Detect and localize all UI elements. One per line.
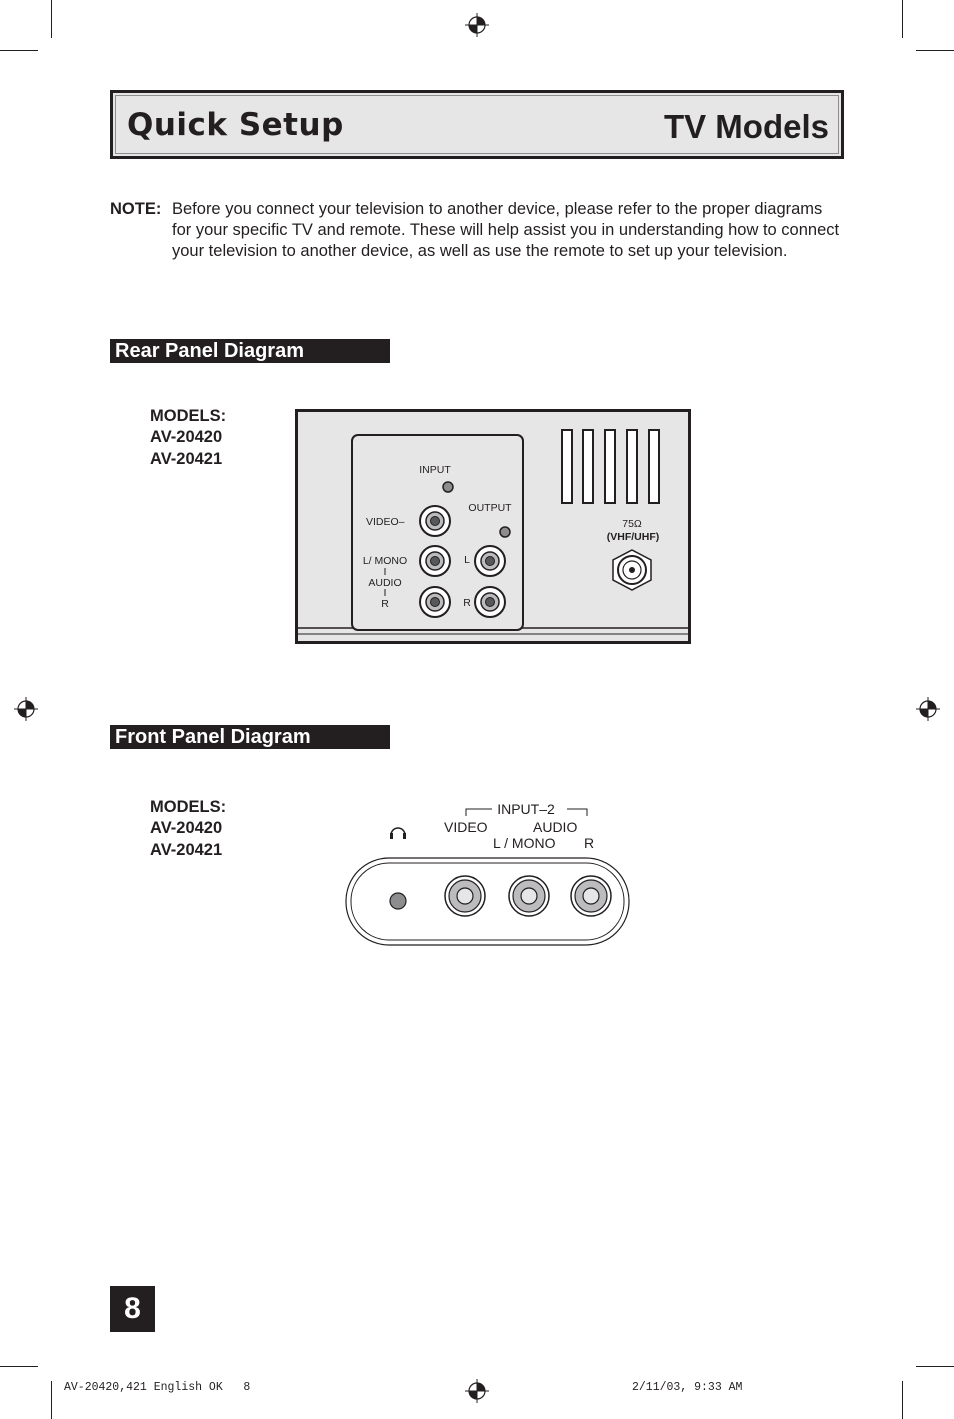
- l-mono-label: L / MONO: [493, 835, 556, 851]
- model-number: AV-20421: [150, 449, 223, 468]
- models-label: MODELS:: [150, 407, 227, 425]
- video-label: VIDEO: [444, 819, 488, 835]
- vent-slot: [627, 430, 637, 503]
- input2-bracket: [466, 809, 492, 816]
- audio-r-output-label: R: [463, 597, 471, 609]
- input2-label: INPUT–2: [497, 801, 555, 817]
- crop-mark: [0, 1366, 38, 1367]
- model-number: AV-20420: [150, 428, 223, 447]
- registration-mark-icon: [465, 1379, 489, 1403]
- video-input2-jack: [445, 876, 485, 916]
- vent-slot: [649, 430, 659, 503]
- page-header: [110, 90, 844, 159]
- setup-note: [110, 199, 845, 261]
- registration-mark-icon: [916, 697, 940, 721]
- vent-slot: [562, 430, 572, 503]
- audio-label: AUDIO: [533, 819, 578, 835]
- vent-slot: [583, 430, 593, 503]
- note-text: Before you connect your television to another device, please refer to the proper diagrams for your specific TV and remote. These will help assist you in understanding how to connect your television to another device, as well as use the remote to set up your television.: [172, 200, 840, 260]
- page-title: Quick Setup: [127, 107, 344, 143]
- crop-mark: [902, 1381, 903, 1419]
- rear-panel-heading: Rear Panel Diagram: [110, 339, 390, 363]
- input-label: INPUT: [419, 464, 451, 476]
- registration-mark-icon: [465, 13, 489, 37]
- footer-slug-left: AV-20420,421 English OK 8: [64, 1381, 251, 1394]
- front-models-list: [150, 797, 226, 861]
- audio-l-output-jack: [475, 546, 505, 576]
- headphone-jack: [390, 893, 406, 909]
- crop-mark: [916, 1366, 954, 1367]
- page-number: 8: [110, 1286, 155, 1332]
- crop-mark: [916, 50, 954, 51]
- crop-mark: [0, 50, 38, 51]
- vent-slot: [605, 430, 615, 503]
- page-subtitle: TV Models: [663, 108, 829, 145]
- model-number: AV-20420: [150, 819, 223, 838]
- vhf-uhf-label: (VHF/UHF): [606, 531, 660, 543]
- audio-label: AUDIO: [368, 577, 402, 589]
- models-label: MODELS:: [150, 798, 227, 816]
- front-panel-diagram: [340, 795, 635, 950]
- output-label: OUTPUT: [468, 502, 512, 514]
- audio-l-input-jack: [420, 546, 450, 576]
- input2-bracket: [567, 809, 587, 816]
- audio-r-output-jack: [475, 587, 505, 617]
- ohm-label: 75Ω: [622, 518, 642, 530]
- output-indicator: [500, 527, 510, 537]
- rear-panel-diagram: [295, 409, 692, 646]
- audio-l-input2-jack: [509, 876, 549, 916]
- note-label: NOTE:: [110, 200, 162, 218]
- rear-models-list: [150, 406, 226, 470]
- l-mono-label: L/ MONO: [362, 555, 408, 567]
- registration-mark-icon: [14, 697, 38, 721]
- audio-l-output-label: L: [464, 554, 470, 566]
- video-input-jack: [420, 506, 450, 536]
- front-panel-heading: Front Panel Diagram: [110, 725, 390, 749]
- audio-r-input-label: R: [381, 598, 389, 610]
- crop-mark: [51, 1381, 52, 1419]
- audio-r-input2-jack: [571, 876, 611, 916]
- audio-r-label: R: [584, 835, 595, 851]
- crop-mark: [902, 0, 903, 38]
- model-number: AV-20421: [150, 840, 223, 859]
- footer-slug-right: 2/11/03, 9:33 AM: [632, 1381, 743, 1394]
- audio-r-input-jack: [420, 587, 450, 617]
- headphone-icon: [390, 828, 406, 839]
- crop-mark: [51, 0, 52, 38]
- video-label: VIDEO–: [366, 516, 405, 528]
- input-indicator: [443, 482, 453, 492]
